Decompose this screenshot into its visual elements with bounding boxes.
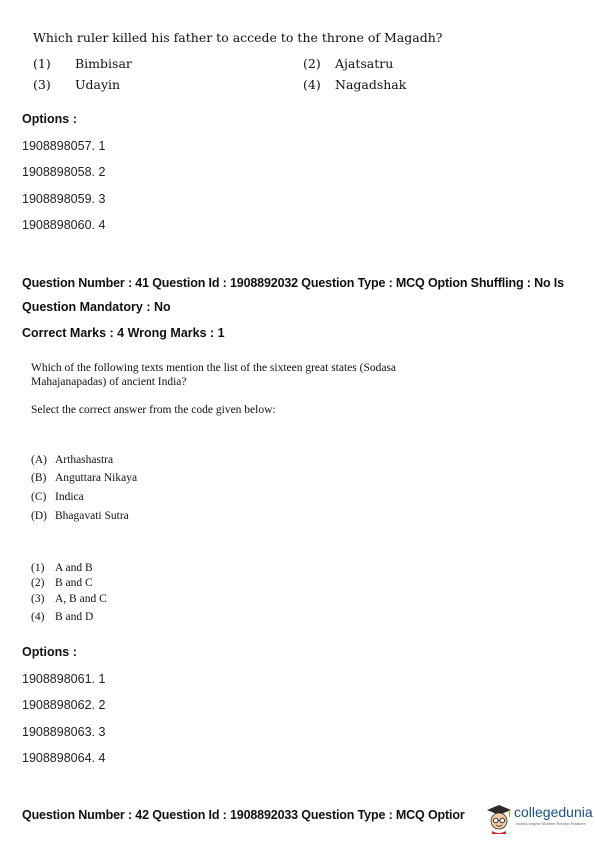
- q41-option-id-4: 1908898064. 4: [22, 751, 106, 765]
- q41-option-id-2: 1908898062. 2: [22, 698, 106, 712]
- q41-option-id-3: 1908898063. 3: [22, 725, 106, 739]
- question-40-text: Which ruler killed his father to accede to the throne of Magadh?: [33, 30, 443, 45]
- q40-option-2-number: (2): [303, 56, 321, 71]
- q41-item-d-text: Bhagavati Sutra: [55, 510, 129, 522]
- q42-header: Question Number : 42 Question Id : 1908892033 Question Type : MCQ Optior: [22, 808, 465, 822]
- q41-options-label: Options :: [22, 645, 77, 659]
- q41-item-b-text: Anguttara Nikaya: [55, 472, 138, 484]
- q40-option-2-text: Ajatsatru: [335, 56, 394, 71]
- q40-options-label: Options :: [22, 112, 77, 126]
- q41-question-line-1: Which of the following texts mention the list of the sixteen great states (Sodasa: [31, 362, 397, 374]
- q40-option-4-number: (4): [303, 77, 321, 92]
- q41-code-2-number: (2): [31, 577, 45, 589]
- q40-option-3-text: Udayin: [75, 77, 121, 92]
- q41-code-1-text: A and B: [55, 562, 93, 574]
- q41-instruction: Select the correct answer from the code given below:: [31, 404, 276, 416]
- q40-option-id-1: 1908898057. 1: [22, 139, 106, 153]
- q41-code-2-text: B and C: [55, 577, 93, 589]
- logo-tagline: India's largest Student Review Platform: [516, 821, 586, 826]
- q41-code-3-number: (3): [31, 593, 45, 605]
- q41-option-id-1: 1908898061. 1: [22, 672, 106, 686]
- q41-code-4-text: B and D: [55, 611, 94, 623]
- q41-item-c-key: (C): [31, 491, 47, 503]
- q41-header: Question Number : 41 Question Id : 1908892032 Question Type : MCQ Option Shuffling : No Is: [22, 276, 564, 290]
- logo-wordmark: collegedunia: [514, 804, 593, 820]
- q40-option-id-3: 1908898059. 3: [22, 192, 106, 206]
- q40-option-3-number: (3): [33, 77, 51, 92]
- q41-code-3-text: A, B and C: [55, 593, 107, 605]
- q40-option-id-4: 1908898060. 4: [22, 218, 106, 232]
- q41-item-b-key: (B): [31, 472, 47, 484]
- collegedunia-logo: [486, 802, 595, 838]
- q40-option-1-text: Bimbisar: [75, 56, 132, 71]
- q41-marks: Correct Marks : 4 Wrong Marks : 1: [22, 326, 225, 340]
- q41-mandatory: Question Mandatory : No: [22, 300, 171, 314]
- q41-code-1-number: (1): [31, 562, 45, 574]
- q40-option-4-text: Nagadshak: [335, 77, 407, 92]
- q41-item-c-text: Indica: [55, 491, 84, 503]
- q41-code-4-number: (4): [31, 611, 45, 623]
- q41-item-a-key: (A): [31, 454, 47, 466]
- q41-item-d-key: (D): [31, 510, 47, 522]
- q40-option-id-2: 1908898058. 2: [22, 165, 106, 179]
- q41-item-a-text: Arthashastra: [55, 454, 114, 466]
- graduate-mascot-icon: [486, 804, 512, 834]
- q41-question-line-2: Mahajanapadas) of ancient India?: [31, 376, 187, 388]
- q40-option-1-number: (1): [33, 56, 51, 71]
